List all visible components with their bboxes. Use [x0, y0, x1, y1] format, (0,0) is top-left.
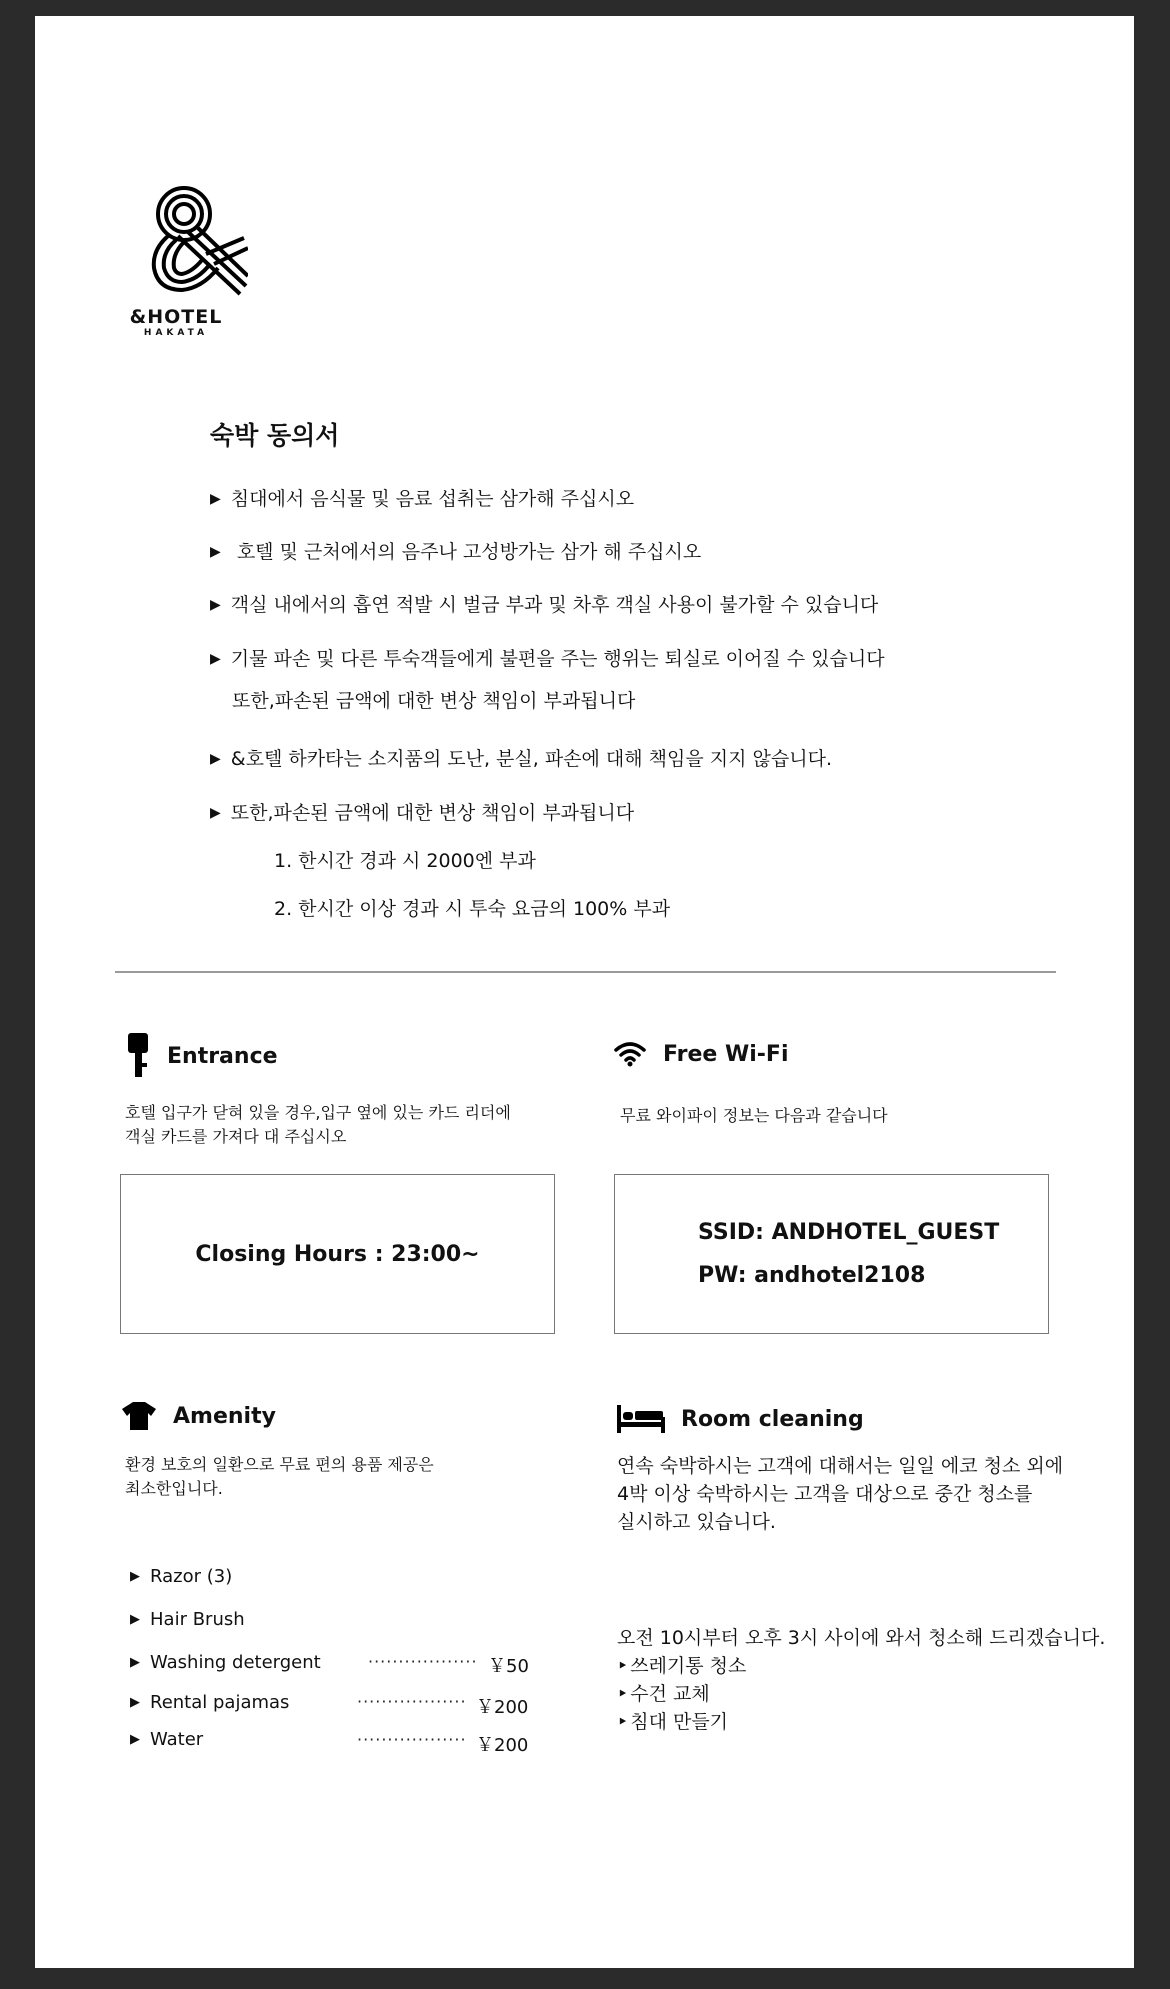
wifi-ssid: SSID: ANDHOTEL_GUEST: [698, 1220, 1000, 1245]
cleaning-time: 오전 10시부터 오후 3시 사이에 와서 청소해 드리겠습니다.: [617, 1627, 1106, 1649]
key-icon: [125, 1033, 151, 1079]
detergent-price: ￥50: [488, 1656, 529, 1677]
cleaning-task-bed: ‣ 침대 만들기: [617, 1708, 1105, 1736]
closing-hours: Closing Hours : 23:00~: [195, 1241, 480, 1267]
amenity-title: Amenity: [173, 1403, 276, 1429]
entrance-heading: [125, 1033, 278, 1079]
rule-4-continued: 또한,파손된 금액에 대한 변상 책임이 부과됩니다: [232, 690, 636, 712]
entrance-description: [125, 1101, 511, 1149]
logo-subtitle: HAKATA: [143, 328, 209, 338]
rule-1: ▶ 침대에서 음식물 및 음료 섭취는 삼가해 주십시오: [210, 484, 634, 511]
rule-2: ▶ 호텔 및 근처에서의 음주나 고성방가는 삼가 해 주십시오: [210, 537, 701, 564]
section-divider: [115, 971, 1056, 973]
rule-4: ▶ 기물 파손 및 다른 투숙객들에게 불편을 주는 행위는 퇴실로 이어질 수 있습니다: [210, 644, 885, 671]
pajamas-dot-leader: ··················: [357, 1692, 467, 1711]
wifi-title: Free Wi-Fi: [663, 1041, 789, 1067]
amenity-item-razor: ▶ Razor (3): [130, 1566, 232, 1587]
cleaning-task-trash: ‣ 쓰레기통 청소: [617, 1652, 1105, 1680]
entrance-desc-line-2: 객실 카드를 가져다 대 주십시오: [125, 1127, 347, 1146]
entrance-desc-line-1: 호텔 입구가 닫혀 있을 경우,입구 옆에 있는 카드 리더에: [125, 1103, 511, 1122]
wifi-heading: [613, 1041, 788, 1067]
room-cleaning-title: Room cleaning: [681, 1406, 864, 1432]
ampersand-logo-icon: [148, 184, 248, 304]
room-cleaning-heading: [617, 1405, 864, 1433]
penalty-2: 2. 한시간 이상 경과 시 투숙 요금의 100% 부과: [274, 898, 671, 920]
cleaning-desc-line-3: 실시하고 있습니다.: [617, 1511, 776, 1533]
amenity-item-detergent: ▶ Washing detergent: [130, 1652, 321, 1673]
amenity-item-hair-brush: ▶ Hair Brush: [130, 1609, 245, 1630]
shirt-icon: [121, 1401, 157, 1431]
cleaning-description: [617, 1452, 1063, 1536]
bed-icon: [617, 1405, 665, 1433]
agreement-title: 숙박 동의서: [210, 421, 340, 450]
wifi-credentials-box: [614, 1174, 1049, 1334]
penalty-1: 1. 한시간 경과 시 2000엔 부과: [274, 850, 536, 872]
wifi-icon: [613, 1041, 647, 1067]
cleaning-desc-line-2: 4박 이상 숙박하시는 고객을 대상으로 중간 청소를: [617, 1483, 1033, 1505]
water-price: ￥200: [476, 1735, 529, 1756]
amenity-item-water: ▶ Water: [130, 1729, 203, 1750]
cleaning-schedule: [617, 1624, 1105, 1736]
cleaning-desc-line-1: 연속 숙박하시는 고객에 대해서는 일일 에코 청소 외에: [617, 1455, 1064, 1477]
cleaning-task-towels: ‣ 수건 교체: [617, 1680, 1105, 1708]
logo-name: &HOTEL: [129, 306, 223, 328]
hotel-logo: [112, 184, 252, 338]
amenity-desc-line-2: 최소한입니다.: [125, 1479, 223, 1498]
amenity-item-pajamas: ▶ Rental pajamas: [130, 1692, 289, 1713]
wifi-description: 무료 와이파이 정보는 다음과 같습니다: [620, 1106, 888, 1125]
pajamas-price: ￥200: [476, 1697, 529, 1718]
document-page: [35, 16, 1134, 1968]
rule-3: ▶ 객실 내에서의 흡연 적발 시 벌금 부과 및 차후 객실 사용이 불가할 수 있습니다: [210, 590, 878, 617]
amenity-heading: [121, 1401, 276, 1431]
wifi-password: PW: andhotel2108: [698, 1263, 926, 1288]
closing-hours-box: [120, 1174, 555, 1334]
amenity-description: [125, 1453, 434, 1501]
water-dot-leader: ··················: [357, 1730, 467, 1749]
rule-6: ▶ 또한,파손된 금액에 대한 변상 책임이 부과됩니다: [210, 798, 634, 825]
rule-5: ▶ &호텔 하카타는 소지품의 도난, 분실, 파손에 대해 책임을 지지 않습니다.: [210, 744, 832, 771]
entrance-title: Entrance: [167, 1043, 278, 1069]
detergent-dot-leader: ··················: [368, 1652, 478, 1671]
amenity-desc-line-1: 환경 보호의 일환으로 무료 편의 용품 제공은: [125, 1455, 434, 1474]
